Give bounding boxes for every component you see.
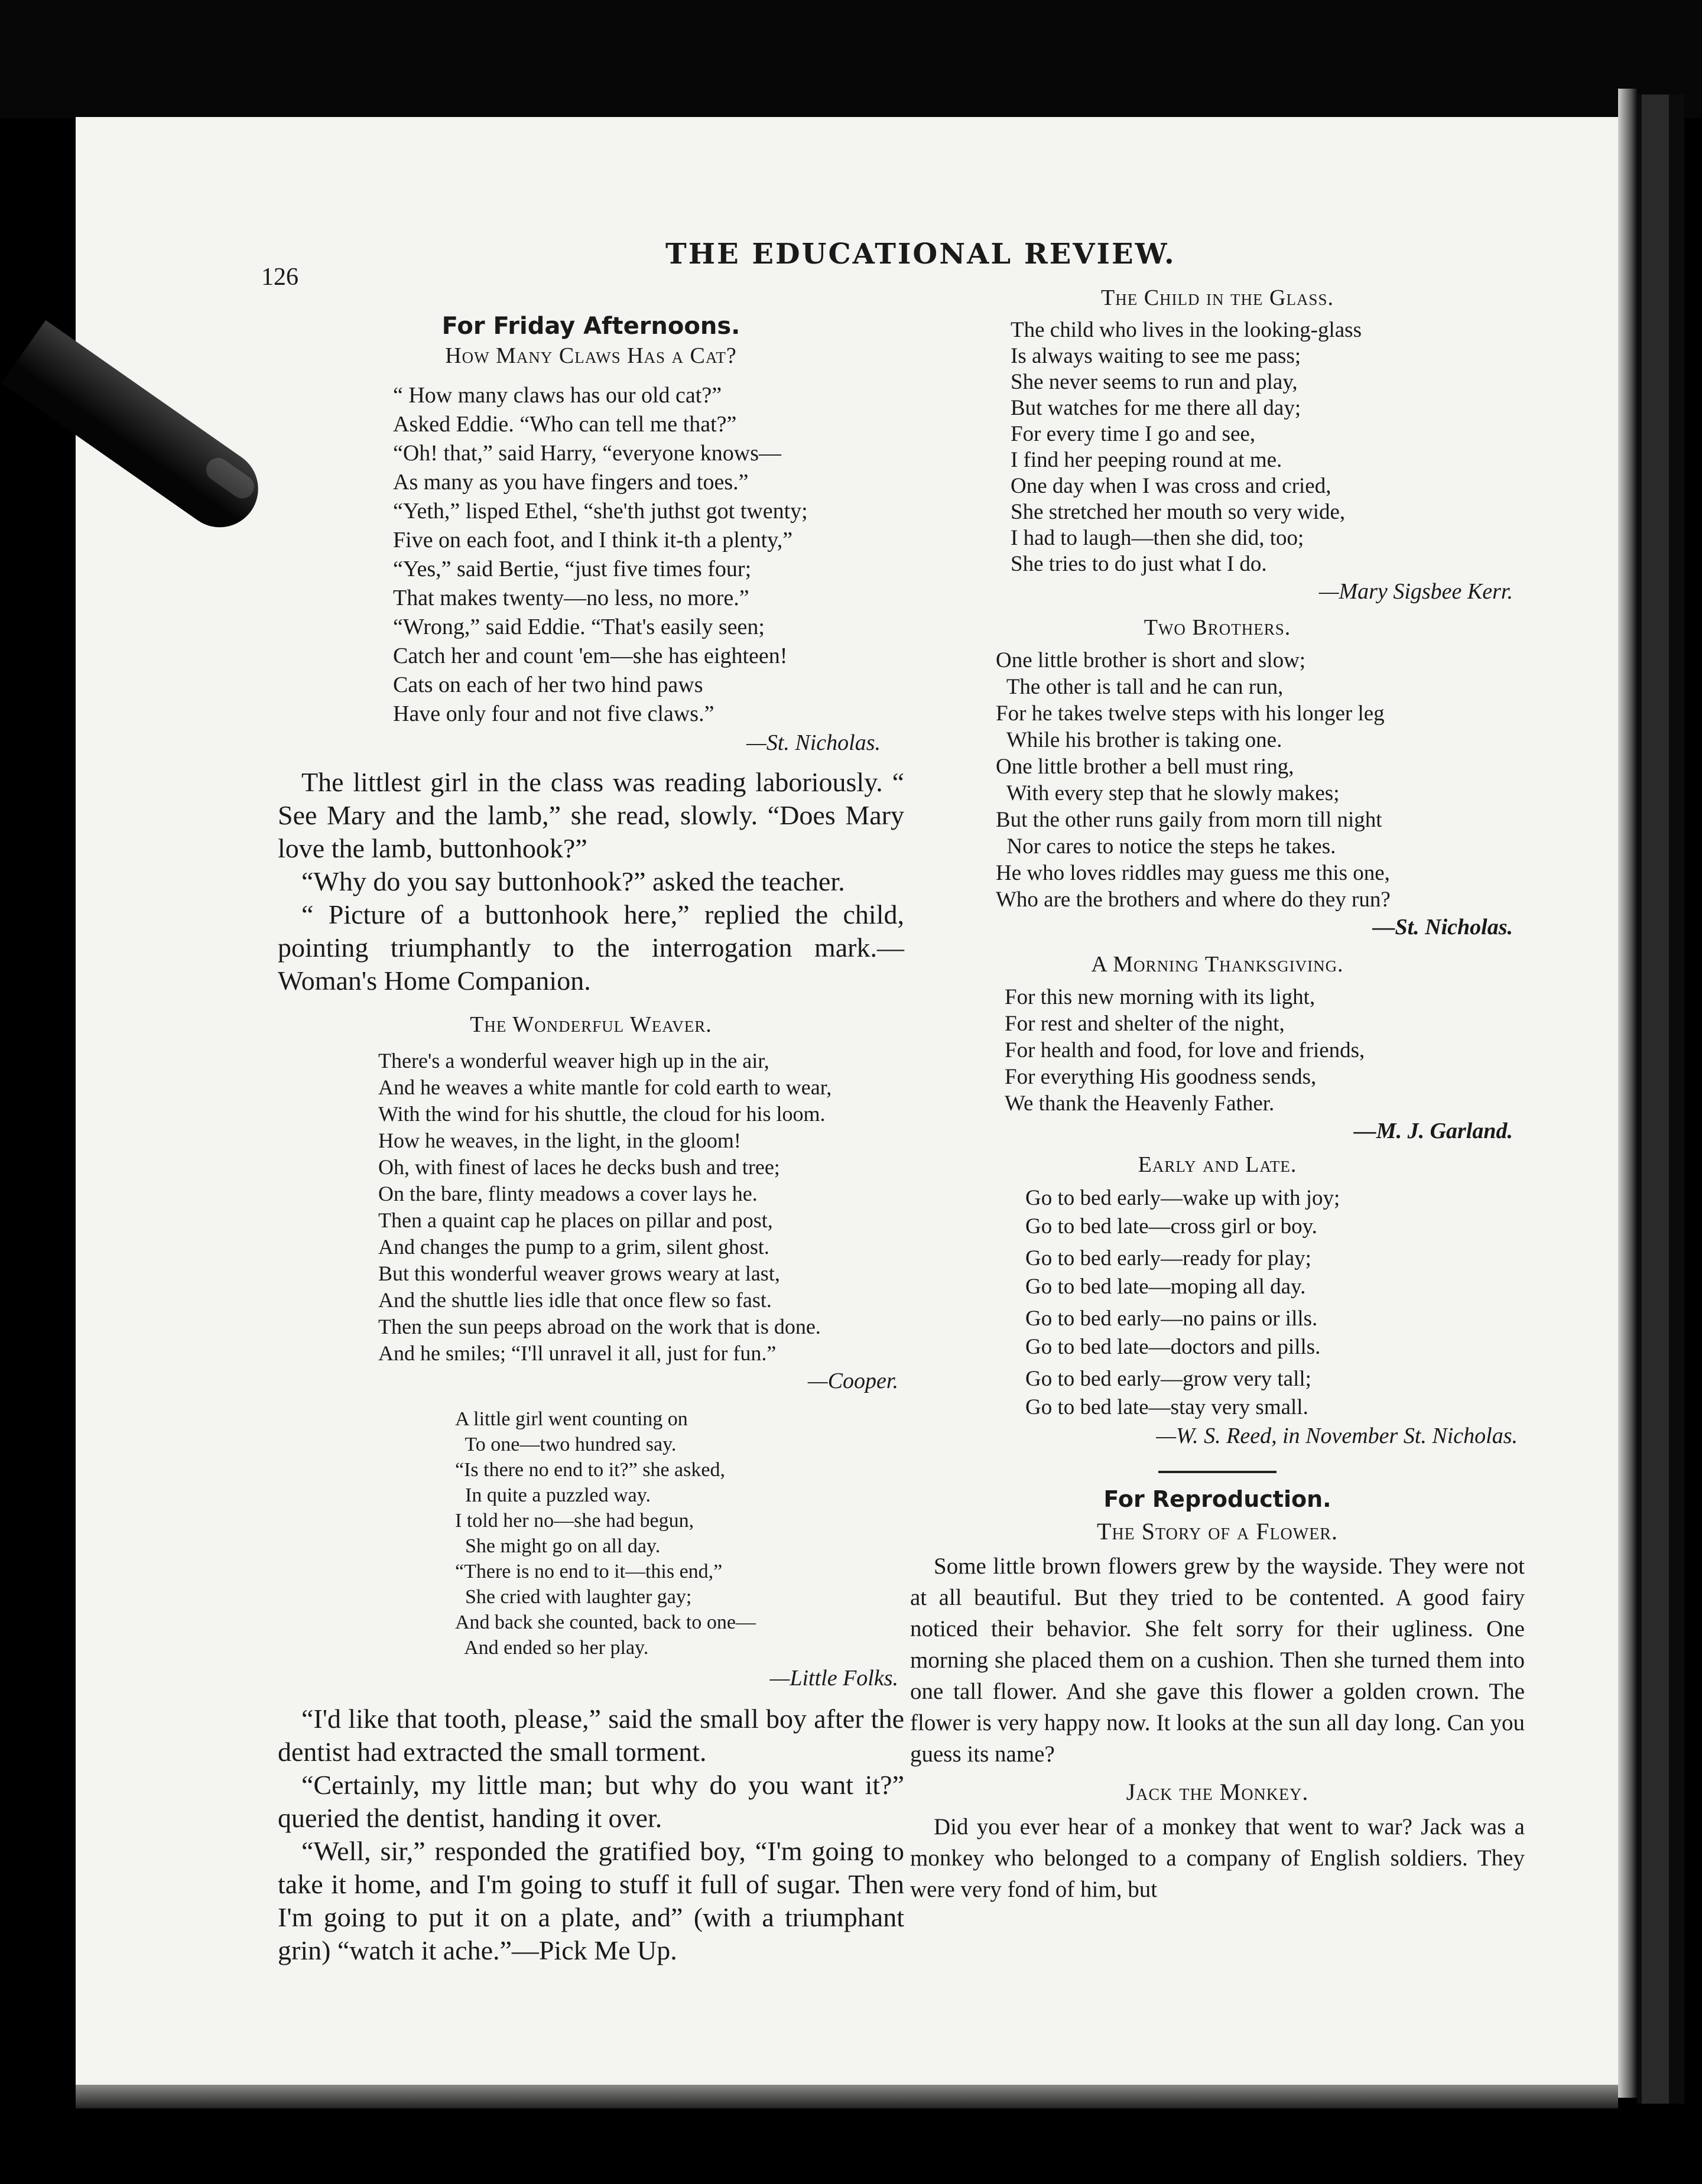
paragraph: The littlest girl in the class was reading laboriously. “ See Mary and the lamb,” she read, slowly. “Does Mary love the lamb, buttonhook?”	[278, 767, 904, 863]
poem-line: And he weaves a white mantle for cold earth to wear,	[378, 1075, 832, 1099]
poem-line: But watches for me there all day;	[1011, 396, 1301, 420]
poem-child-glass	[1011, 317, 1525, 577]
poem-line: And ended so her play.	[455, 1637, 649, 1659]
poem-counting	[455, 1406, 904, 1660]
poem-line: “Is there no end to it?” she asked,	[455, 1459, 725, 1481]
poem-line: There's a wonderful weaver high up in the air,	[378, 1049, 769, 1072]
poem-title-claws: How Many Claws Has a Cat?	[445, 343, 737, 368]
poem-line: The child who lives in the looking-glass	[1011, 318, 1362, 342]
poem-line: A little girl went counting on	[455, 1408, 688, 1430]
poem-line: But this wonderful weaver grows weary at last,	[378, 1262, 780, 1285]
poem-line: Go to bed late—cross girl or boy.	[1025, 1214, 1317, 1239]
section-title-reproduction: For Reproduction.	[1103, 1486, 1331, 1512]
poem-line: Catch her and count 'em—she has eighteen!	[393, 644, 788, 668]
attribution: —St. Nicholas.	[746, 730, 881, 755]
poem-line: For every time I go and see,	[1011, 422, 1256, 446]
story-monkey	[910, 1811, 1525, 1905]
adjacent-page-edge	[1637, 95, 1684, 2104]
attribution: —Cooper.	[807, 1369, 898, 1393]
section-divider	[1158, 1471, 1276, 1473]
poem-line: Go to bed early—grow very tall;	[1025, 1367, 1311, 1391]
paragraph: “Certainly, my little man; but why do you want it?” queried the dentist, handing it over.	[278, 1770, 904, 1833]
poem-line: She cried with laughter gay;	[455, 1586, 692, 1608]
poem-line: With the wind for his shuttle, the cloud for his loom.	[378, 1102, 826, 1126]
poem-title-two-brothers: Two Brothers.	[1144, 615, 1291, 640]
paragraph: Some little brown flowers grew by the wayside. They were not at all beautiful. But they tried to be contented. A good fairy noticed their behavior. She felt sorry for their ugliness. One morning she placed them on a cushion. Then she turned them into one tall flower. And she gave this flower a golden crown. The flower is very happy now. It looks at the sun all day long. Can you guess its name?	[910, 1554, 1525, 1767]
poem-early-late	[1025, 1184, 1525, 1422]
poem-line: I find her peeping round at me.	[1011, 448, 1282, 472]
poem-claws	[393, 381, 904, 729]
story-title-monkey: Jack the Monkey.	[1126, 1779, 1309, 1805]
poem-line: Go to bed early—no pains or ills.	[1025, 1306, 1318, 1331]
poem-line: To one—two hundred say.	[455, 1434, 677, 1455]
poem-line: One little brother a bell must ring,	[996, 755, 1294, 779]
paragraph: “ Picture of a buttonhook here,” replied the child, pointing triumphantly to the interrogation mark.—Woman's Home Companion.	[278, 899, 904, 996]
poem-line: We thank the Heavenly Father.	[1005, 1091, 1275, 1116]
page-number: 126	[261, 264, 298, 291]
poem-line: For health and food, for love and friends,	[1005, 1038, 1365, 1062]
poem-line: Is always waiting to see me pass;	[1011, 344, 1301, 368]
poem-line: For he takes twelve steps with his longer leg	[996, 701, 1385, 726]
poem-line: For this new morning with its light,	[1005, 985, 1316, 1009]
poem-line: While his brother is taking one.	[996, 728, 1282, 752]
poem-line: Go to bed early—ready for play;	[1025, 1246, 1311, 1270]
poem-line: She stretched her mouth so very wide,	[1011, 500, 1346, 524]
poem-line: “Oh! that,” said Harry, “everyone knows—	[393, 441, 782, 466]
attribution: —Mary Sigsbee Kerr.	[1318, 579, 1513, 604]
story-title-flower: The Story of a Flower.	[1097, 1518, 1338, 1545]
anecdote-tooth	[278, 1702, 904, 1967]
poem-line: Go to bed late—moping all day.	[1025, 1275, 1306, 1299]
poem-line: How he weaves, in the light, in the gloom!	[378, 1129, 741, 1152]
attribution: —St. Nicholas.	[1372, 915, 1513, 940]
paragraph: Did you ever hear of a monkey that went to war? Jack was a monkey who belonged to a company of English soldiers. They were very fond of him, but	[910, 1814, 1525, 1902]
poem-line: In quite a puzzled way.	[455, 1484, 651, 1506]
poem-line: Then the sun peeps abroad on the work that is done.	[378, 1315, 821, 1338]
poem-weaver	[378, 1048, 904, 1367]
running-title: THE EDUCATIONAL REVIEW.	[665, 238, 1176, 271]
poem-line: And back she counted, back to one—	[455, 1611, 756, 1633]
poem-line: Go to bed early—wake up with joy;	[1025, 1186, 1340, 1210]
page-gutter-shadow	[1618, 89, 1637, 2098]
poem-line: As many as you have fingers and toes.”	[393, 470, 749, 495]
poem-line: Cats on each of her two hind paws	[393, 672, 703, 697]
story-flower	[910, 1551, 1525, 1770]
scan-background	[0, 0, 1702, 118]
poem-line: The other is tall and he can run,	[996, 675, 1284, 699]
paragraph: “Well, sir,” responded the gratified boy, “I'm going to take it home, and I'm going to stuff it full of sugar. Then I'm going to put it on a plate, and” (with a triumphant grin) “watch it ache.”—Pick Me Up.	[278, 1836, 904, 1965]
poem-line: One little brother is short and slow;	[996, 648, 1306, 672]
poem-line: For rest and shelter of the night,	[1005, 1012, 1285, 1036]
poem-title-morning-thanksgiving: A Morning Thanksgiving.	[1091, 952, 1344, 977]
paragraph: “Why do you say buttonhook?” asked the teacher.	[301, 866, 845, 896]
left-column	[278, 307, 904, 1967]
poem-line: She never seems to run and play,	[1011, 370, 1298, 394]
poem-line: Nor cares to notice the steps he takes.	[996, 834, 1336, 859]
poem-line: He who loves riddles may guess me this one,	[996, 861, 1390, 885]
poem-morning-thanksgiving	[1005, 984, 1525, 1117]
poem-title-weaver: The Wonderful Weaver.	[470, 1012, 712, 1037]
poem-line: Go to bed late—stay very small.	[1025, 1395, 1308, 1419]
poem-title-early-late: Early and Late.	[1138, 1152, 1297, 1177]
poem-line: I had to laugh—then she did, too;	[1011, 526, 1304, 550]
poem-line: But the other runs gaily from morn till night	[996, 808, 1382, 832]
right-column	[910, 284, 1525, 1905]
poem-line: With every step that he slowly makes;	[996, 781, 1340, 805]
poem-line: Have only four and not five claws.”	[393, 701, 714, 726]
poem-line: And he smiles; “I'll unravel it all, just for fun.”	[378, 1341, 777, 1365]
paragraph: “I'd like that tooth, please,” said the small boy after the dentist had extracted the small torment.	[278, 1704, 904, 1767]
poem-line: Who are the brothers and where do they run?	[996, 888, 1391, 912]
poem-line: She might go on all day.	[455, 1535, 661, 1557]
poem-two-brothers	[996, 647, 1525, 913]
section-title-friday: For Friday Afternoons.	[441, 313, 740, 340]
attribution: —W. S. Reed, in November St. Nicholas.	[1156, 1424, 1518, 1448]
poem-line: That makes twenty—no less, no more.”	[393, 586, 749, 610]
anecdote-buttonhook	[278, 766, 904, 997]
poem-line: “ How many claws has our old cat?”	[393, 383, 722, 408]
poem-line: Asked Eddie. “Who can tell me that?”	[393, 412, 737, 437]
poem-line: “Yes,” said Bertie, “just five times four;	[393, 557, 752, 581]
poem-title-child-glass: The Child in the Glass.	[1101, 285, 1334, 310]
poem-line: “Wrong,” said Eddie. “That's easily seen;	[393, 615, 765, 639]
attribution: —M. J. Garland.	[1353, 1119, 1513, 1143]
attribution: —Little Folks.	[769, 1666, 898, 1691]
poem-line: “Yeth,” lisped Ethel, “she'th juthst got twenty;	[393, 499, 808, 524]
poem-line: Five on each foot, and I think it-th a plenty,”	[393, 528, 793, 552]
poem-line: “There is no end to it—this end,”	[455, 1561, 723, 1582]
poem-line: Oh, with finest of laces he decks bush and tree;	[378, 1155, 780, 1179]
poem-line: And the shuttle lies idle that once flew so fast.	[378, 1288, 772, 1312]
poem-line: For everything His goodness sends,	[1005, 1065, 1317, 1089]
poem-line: She tries to do just what I do.	[1011, 552, 1267, 576]
poem-line: Then a quaint cap he places on pillar and post,	[378, 1208, 773, 1232]
poem-line: And changes the pump to a grim, silent ghost.	[378, 1235, 769, 1259]
poem-line: I told her no—she had begun,	[455, 1510, 694, 1532]
page-bottom-edge	[76, 2085, 1618, 2108]
poem-line: On the bare, flinty meadows a cover lays he.	[378, 1182, 758, 1205]
poem-line: One day when I was cross and cried,	[1011, 474, 1331, 498]
poem-line: Go to bed late—doctors and pills.	[1025, 1335, 1321, 1359]
